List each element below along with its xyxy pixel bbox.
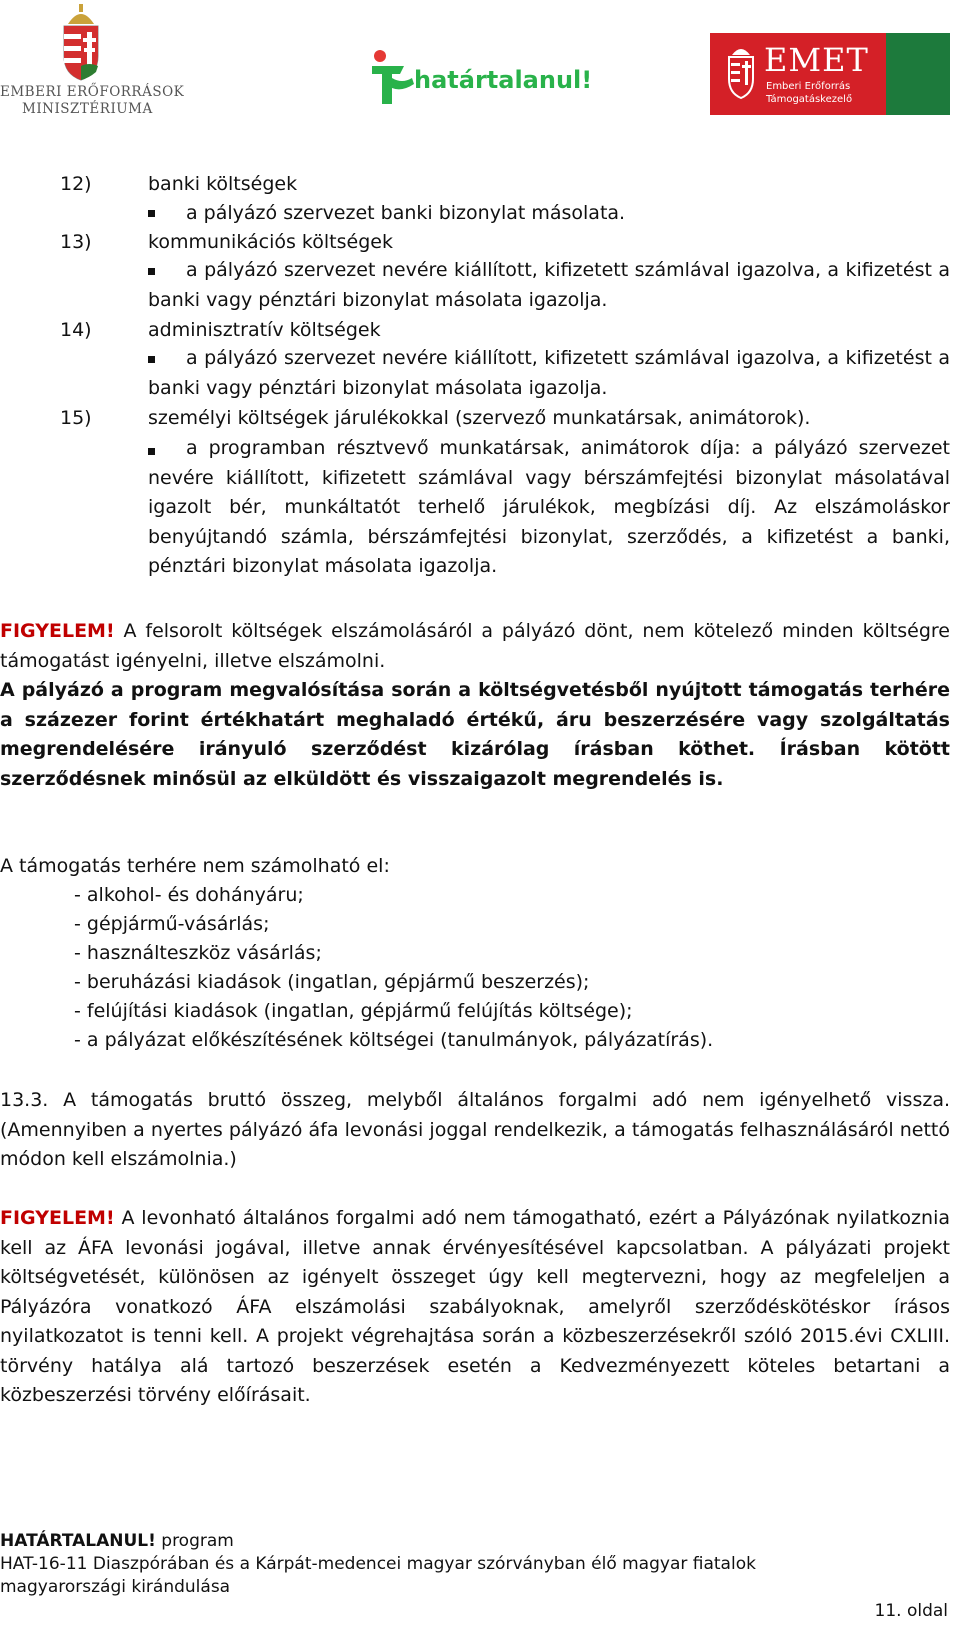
item-title: banki költségek	[148, 173, 298, 195]
footer-line-3: magyarországi kirándulása	[0, 1577, 231, 1597]
notice-label: FIGYELEM!	[0, 1207, 115, 1229]
hungarian-coat-of-arms-icon	[58, 2, 104, 82]
item-number: 12)	[60, 173, 92, 195]
bold-contract-paragraph: A pályázó a program megvalósítása során a költségvetésből nyújtott támogatás terhére a százezer forint értékhatárt meghaladó értékű, áru beszerzésére vagy szolgáltatás megrendelésére irányuló szerződést kizárólag írásban köthet. Írásban kötött szerződésnek minősül az elküldött és visszaigazolt megrendelés is.	[0, 679, 950, 790]
footer-program-bold: HATÁRTALANUL!	[0, 1531, 156, 1551]
notice-text: A felsorolt költségek elszámolásáról a pályázó dönt, nem kötelező minden költségre támogatást igényelni, illetve elszámolni.	[0, 620, 950, 672]
emmi-logo	[0, 2, 185, 120]
list-item: - felújítási kiadások (ingatlan, gépjármű felújítás költsége);	[74, 1000, 633, 1022]
footer-program-rest: program	[155, 1531, 234, 1551]
notice-paragraph-1	[0, 617, 950, 676]
item-title: adminisztratív költségek	[148, 319, 381, 341]
item-title: kommunikációs költségek	[148, 231, 393, 253]
item-bullet-text: a programban résztvevő munkatársak, animátorok díja: a pályázó szervezet nevére kiállított, kifizetett számlával vagy bérszámfejtési bizonylat másolatával igazolt bér, munkáltatót terhelő járulékok, megbízási díj. Az elszámoláskor benyújtandó számla, bérszámfejtési bizonylat, szerződés, a kifizetést a banki, pénztári bizonylat másolata igazolja.	[148, 437, 950, 577]
notice-label: FIGYELEM!	[0, 620, 115, 642]
emet-logo	[710, 33, 950, 115]
item-bullet-text: a pályázó szervezet nevére kiállított, kifizetett számlával igazolva, a kifizetést a banki vagy pénztári bizonylat másolata igazolja.	[148, 259, 950, 311]
emet-name: EMET	[764, 41, 869, 79]
hatartalanul-wordmark: határtalanul!	[414, 66, 593, 94]
emet-subtitle-line2: Támogatáskezelő	[766, 94, 853, 105]
item-number: 14)	[60, 319, 92, 341]
emmi-name-line1: EMBERI ERŐFORRÁSOK	[0, 84, 185, 100]
footer-program-line	[0, 1530, 234, 1552]
notice-paragraph-2	[0, 1204, 950, 1411]
item-title: személyi költségek járulékokkal (szervező munkatársak, animátorok).	[148, 407, 811, 429]
item-number: 13)	[60, 231, 92, 253]
item-number: 15)	[60, 407, 92, 429]
section-13-3: 13.3. A támogatás bruttó összeg, melyből általános forgalmi adó nem igényelhető vissza. (Amennyiben a nyertes pályázó áfa levonási joggal rendelkezik, a támogatás felhasználásáról nettó módon kell elszámolnia.)	[0, 1089, 950, 1170]
page-number: 11. oldal	[874, 1601, 948, 1621]
hatartalanul-logo	[368, 48, 593, 110]
item-bullet-text: a pályázó szervezet nevére kiállított, kifizetett számlával igazolva, a kifizetést a banki vagy pénztári bizonylat másolata igazolja.	[148, 347, 950, 399]
list-item: - gépjármű-vásárlás;	[74, 913, 270, 935]
emmi-name-line2: MINISZTÉRIUMA	[22, 101, 153, 117]
emet-subtitle-line1: Emberi Erőforrás	[766, 81, 851, 92]
list-item: - használteszköz vásárlás;	[74, 942, 322, 964]
not-accountable-intro: A támogatás terhére nem számolható el:	[0, 855, 390, 877]
notice-text: A levonható általános forgalmi adó nem támogatható, ezért a Pályázónak nyilatkoznia kell az ÁFA levonási jogával, illetve annak érvényesítésével kapcsolatban. A pályázati projekt költségvetését, különösen az igényelt összeget úgy kell megtervezni, hogy az megfeleljen a Pályázóra vonatkozó ÁFA elszámolási szabályoknak, amelyről szerződéskötéskor írásos nyilatkozatot is tenni kell. A projekt végrehajtása során a közbeszerzésekről szóló 2015.évi CXLIII. törvény hatálya alá tartozó beszerzések esetén a Kedvezményezett köteles betartani a közbeszerzési törvény előírásait.	[0, 1207, 950, 1406]
running-figure-icon	[368, 48, 418, 108]
list-item: - a pályázat előkészítésének költségei (tanulmányok, pályázatírás).	[74, 1029, 714, 1051]
item-bullet-text: a pályázó szervezet banki bizonylat másolata.	[186, 202, 626, 224]
list-item: - beruházási kiadások (ingatlan, gépjármű beszerzés);	[74, 971, 590, 993]
bullet-square-icon	[148, 210, 155, 217]
footer-code-line: HAT-16-11 Diaszpórában és a Kárpát-medencei magyar szórványban élő magyar fiatalok	[0, 1554, 756, 1574]
list-item: - alkohol- és dohányáru;	[74, 884, 304, 906]
emet-crest-icon	[726, 43, 756, 99]
emet-green-block	[886, 33, 950, 115]
